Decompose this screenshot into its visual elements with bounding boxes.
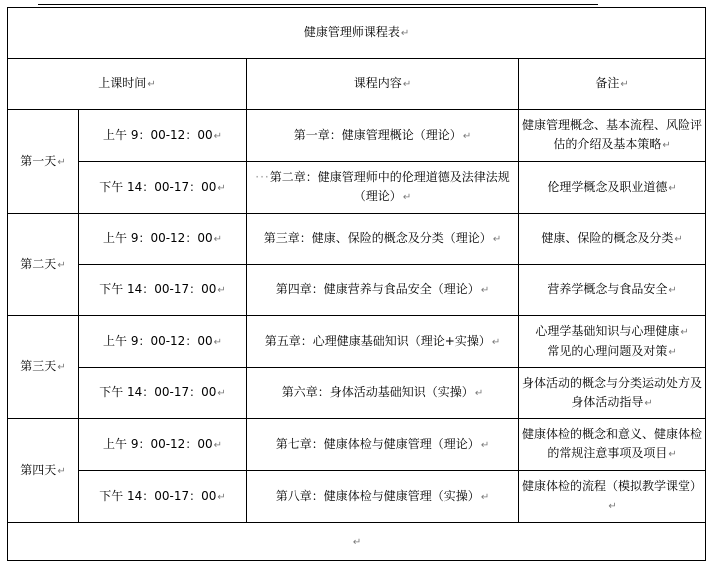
header-content-cell	[247, 59, 519, 110]
header-content: 课程内容	[353, 76, 402, 90]
day-label: 第一天	[20, 153, 57, 168]
paragraph-mark-icon: ↵	[668, 346, 677, 358]
time-cell	[79, 368, 247, 419]
remark-cell	[519, 110, 706, 162]
session-content: 第八章：健康体检与健康管理（实操）	[275, 488, 480, 503]
session-remark-line: 健康管理概念、基本流程、风险评	[522, 118, 703, 132]
table-row	[8, 419, 706, 471]
paragraph-mark-icon: ↵	[462, 130, 472, 142]
paragraph-mark-icon: ↵	[644, 397, 653, 409]
session-time: 上午 9：00-12：00	[103, 436, 213, 451]
session-remark-line: 身体活动的概念与分类运动处方及	[522, 375, 703, 390]
paragraph-mark-icon: ↵	[352, 536, 362, 548]
paragraph-mark-icon: ↵	[492, 234, 502, 245]
session-content: 第四章：健康营养与食品安全（理论）	[275, 282, 480, 296]
header-remark: 备注	[595, 76, 620, 90]
paragraph-mark-icon: ↵	[57, 362, 66, 373]
day-label: 第四天	[20, 462, 57, 477]
paragraph-mark-icon: ↵	[400, 28, 410, 39]
paragraph-mark-icon: ↵	[620, 79, 629, 90]
table-title: 健康管理师课程表	[303, 25, 400, 39]
time-cell	[79, 110, 247, 162]
time-cell	[79, 214, 247, 265]
remark-cell	[519, 471, 706, 523]
session-remark-line: 身体活动指导	[571, 394, 644, 409]
paragraph-mark-icon: ↵	[668, 285, 677, 296]
session-remark: 伦理学概念及职业道德	[547, 179, 668, 194]
content-cell	[247, 214, 519, 265]
session-content: 第七章：健康体检与健康管理（理论）	[275, 436, 480, 451]
session-remark-line: 健康体检的概念和意义、健康体检	[522, 427, 703, 441]
day-label: 第二天	[20, 256, 57, 271]
paragraph-mark-icon: ↵	[57, 465, 66, 477]
time-cell	[79, 471, 247, 523]
table-row	[8, 110, 706, 162]
paragraph-mark-icon: ↵	[662, 140, 671, 151]
table-row	[8, 162, 706, 214]
header-row	[8, 59, 706, 110]
paragraph-mark-icon: ↵	[213, 130, 222, 142]
header-time: 上课时间	[98, 76, 147, 90]
day-cell	[8, 316, 79, 419]
session-remark: 营养学概念与食品安全	[547, 282, 668, 296]
paragraph-mark-icon: ↵	[57, 156, 66, 168]
session-remark: 健康体检的流程（模拟教学课堂）	[522, 479, 703, 493]
content-cell	[247, 265, 519, 316]
time-cell	[79, 265, 247, 316]
session-remark-line: 估的介绍及基本策略	[553, 137, 662, 151]
session-time: 下午 14：00-17：00	[99, 385, 217, 399]
remark-cell	[519, 265, 706, 316]
paragraph-mark-icon: ↵	[480, 439, 490, 451]
top-border-line	[38, 4, 598, 5]
time-cell	[79, 316, 247, 368]
paragraph-mark-icon: ↵	[217, 285, 226, 296]
header-time-cell	[8, 59, 247, 110]
paragraph-mark-icon: ↵	[213, 234, 222, 245]
course-schedule-table	[7, 7, 706, 561]
remark-cell	[519, 316, 706, 368]
session-content-line: （理论）	[353, 189, 402, 203]
session-remark-line: 常见的心理问题及对策	[547, 343, 668, 358]
session-content: 第一章：健康管理概论（理论）	[293, 127, 462, 142]
session-content-line: 第二章：健康管理师中的伦理道德及法律法规	[269, 170, 510, 184]
paragraph-mark-icon: ↵	[480, 285, 490, 296]
day-cell	[8, 110, 79, 214]
footer-row	[8, 523, 706, 561]
paragraph-mark-icon: ↵	[213, 336, 222, 348]
table-row	[8, 316, 706, 368]
paragraph-mark-icon: ↵	[57, 259, 66, 271]
session-remark: 健康、保险的概念及分类	[541, 231, 674, 245]
paragraph-mark-icon: ↵	[147, 79, 156, 90]
content-cell	[247, 110, 519, 162]
table-row	[8, 265, 706, 316]
paragraph-mark-icon: ↵	[674, 234, 683, 245]
day-cell	[8, 214, 79, 316]
paragraph-mark-icon: ↵	[680, 326, 689, 338]
session-time: 下午 14：00-17：00	[99, 179, 217, 194]
session-content: 第三章：健康、保险的概念及分类（理论）	[263, 231, 492, 245]
paragraph-mark-icon: ↵	[217, 388, 226, 399]
session-time: 上午 9：00-12：00	[103, 333, 213, 348]
session-content: 第五章：心理健康基础知识（理论+实操）	[264, 333, 491, 348]
paragraph-mark-icon: ↵	[402, 79, 412, 90]
title-row	[8, 8, 706, 59]
session-time: 下午 14：00-17：00	[99, 282, 217, 296]
remark-cell	[519, 419, 706, 471]
session-time: 上午 9：00-12：00	[103, 231, 213, 245]
content-cell	[247, 471, 519, 523]
session-time: 上午 9：00-12：00	[103, 127, 213, 142]
paragraph-mark-icon: ↵	[217, 182, 226, 194]
header-remark-cell	[519, 59, 706, 110]
time-cell	[79, 419, 247, 471]
paragraph-mark-icon: ↵	[491, 336, 501, 348]
content-cell	[247, 316, 519, 368]
day-label: 第三天	[20, 359, 57, 373]
day-cell	[8, 419, 79, 523]
content-cell	[247, 162, 519, 214]
paragraph-mark-icon: ↵	[474, 388, 484, 399]
content-cell	[247, 419, 519, 471]
content-cell	[247, 368, 519, 419]
paragraph-mark-icon: ↵	[668, 449, 677, 460]
session-time: 下午 14：00-17：00	[99, 488, 217, 503]
footer-cell	[8, 523, 706, 561]
table-title-cell	[8, 8, 706, 59]
paragraph-mark-icon: ↵	[217, 491, 226, 503]
paragraph-mark-icon: ↵	[608, 501, 617, 512]
leader-dots: ···	[255, 170, 270, 184]
session-remark-line: 心理学基础知识与心理健康	[535, 323, 680, 338]
table-row	[8, 471, 706, 523]
paragraph-mark-icon: ↵	[402, 192, 412, 203]
paragraph-mark-icon: ↵	[213, 439, 222, 451]
time-cell	[79, 162, 247, 214]
remark-cell	[519, 214, 706, 265]
session-content: 第六章：身体活动基础知识（实操）	[281, 385, 474, 399]
remark-cell	[519, 368, 706, 419]
paragraph-mark-icon: ↵	[480, 491, 490, 503]
paragraph-mark-icon: ↵	[668, 182, 677, 194]
session-remark-line: 的常规注意事项及项目	[547, 446, 668, 460]
remark-cell	[519, 162, 706, 214]
table-row	[8, 214, 706, 265]
table-row	[8, 368, 706, 419]
